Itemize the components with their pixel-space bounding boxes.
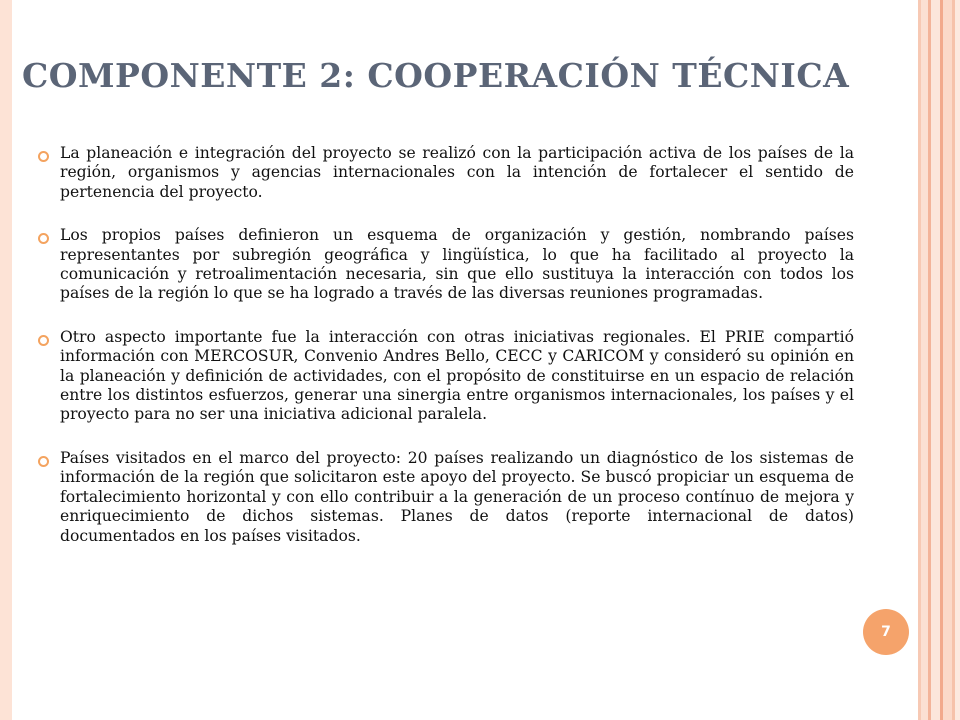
bullet-text: Países visitados en el marco del proyecto: 20 países realizando un diagnóstico de los sistemas de información de la región que solicitaron este apoyo del proyecto. Se buscó propiciar un esquema de fortalecimiento horizontal y con ello contribuir a la generación de un proceso contínuo de mejora y enriquecimiento de dichos sistemas. Planes de datos (reporte internacional de datos) documentados en los países visitados.: [60, 448, 854, 545]
left-decorative-border: [0, 0, 12, 720]
bullet-item: [38, 226, 854, 304]
bullet-item: [38, 144, 854, 202]
bullet-text: La planeación e integración del proyecto se realizó con la participación activa de los países de la región, organismos y agencias internacionales con la intención de fortalecer el sentido de pertenencia del proyecto.: [60, 144, 854, 201]
hollow-circle-bullet-icon: [38, 335, 49, 346]
right-decorative-stripes: [918, 0, 960, 720]
page-number-badge: 7: [863, 609, 909, 655]
hollow-circle-bullet-icon: [38, 151, 49, 162]
hollow-circle-bullet-icon: [38, 233, 49, 244]
bullet-item: [38, 328, 854, 425]
bullet-text: Los propios países definieron un esquema de organización y gestión, nombrando países representantes por subregión geográfica y lingüística, lo que ha facilitado al proyecto la comunicación y retroalimentación necesaria, sin que ello sustituya la interacción con todos los países de la región lo que se ha logrado a través de las diversas reuniones programadas.: [60, 226, 854, 303]
hollow-circle-bullet-icon: [38, 456, 49, 467]
slide-title: COMPONENTE 2: COOPERACIÓN TÉCNICA: [22, 56, 850, 95]
bullet-list: [38, 144, 854, 546]
bullet-item: [38, 449, 854, 546]
bullet-text: Otro aspecto importante fue la interacción con otras iniciativas regionales. El PRIE compartió información con MERCOSUR, Convenio Andres Bello, CECC y CARICOM y consideró su opinión en la planeación y definición de actividades, con el propósito de constituirse en un espacio de relación entre los distintos esfuerzos, generar una sinergia entre organismos internacionales, los países y el proyecto para no ser una iniciativa adicional paralela.: [60, 327, 854, 424]
